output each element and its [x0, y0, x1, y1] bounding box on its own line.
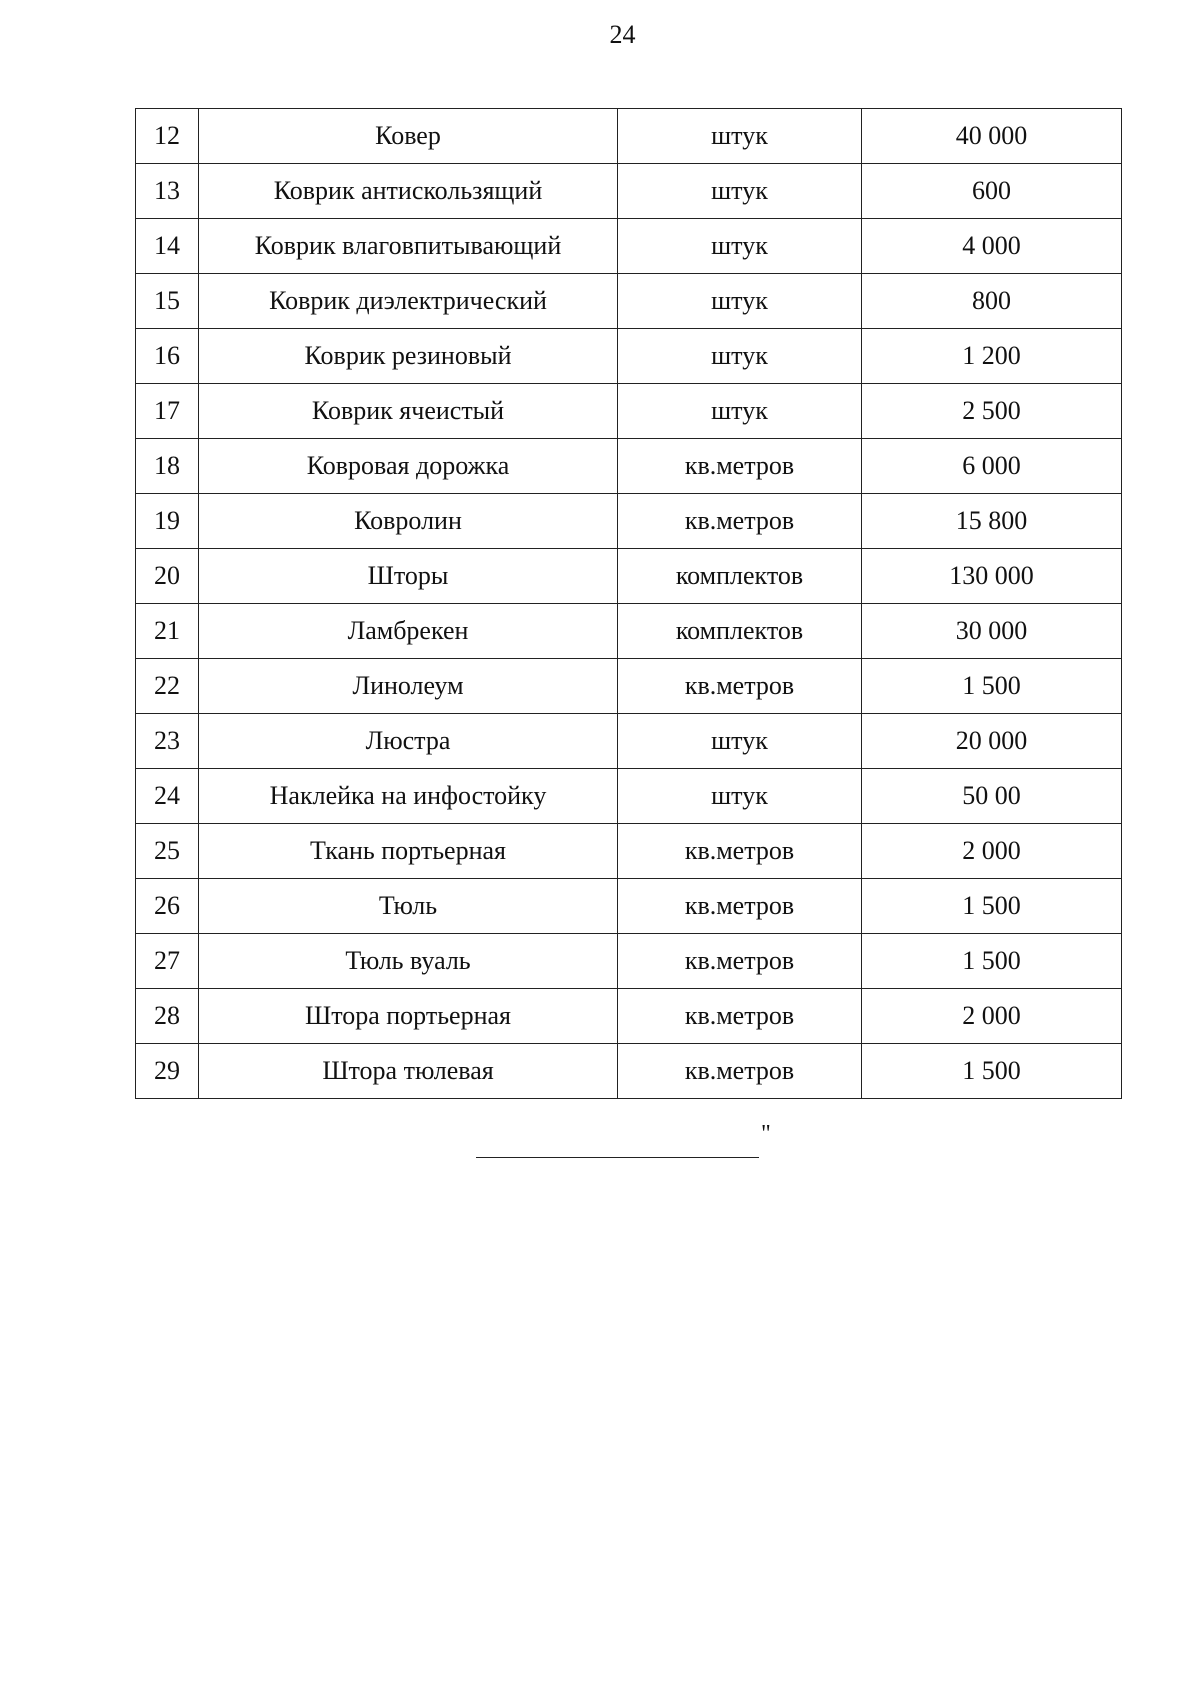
- table-row: [136, 494, 1122, 549]
- item-name-cell: Штора портьерная: [199, 989, 618, 1044]
- item-name-cell: Шторы: [199, 549, 618, 604]
- item-name-cell: Коврик антискользящий: [199, 164, 618, 219]
- quantity-cell: 20 000: [862, 714, 1122, 769]
- item-name-cell: Коврик ячеистый: [199, 384, 618, 439]
- unit-cell: кв.метров: [618, 879, 862, 934]
- item-name-cell: Ковровая дорожка: [199, 439, 618, 494]
- unit-cell: кв.метров: [618, 989, 862, 1044]
- row-number-cell: 25: [136, 824, 199, 879]
- item-name-cell: Коврик диэлектрический: [199, 274, 618, 329]
- row-number-cell: 18: [136, 439, 199, 494]
- item-name-cell: Ковролин: [199, 494, 618, 549]
- quantity-cell: 30 000: [862, 604, 1122, 659]
- table-row: [136, 1044, 1122, 1099]
- page-number: 24: [609, 20, 636, 49]
- table-row: [136, 549, 1122, 604]
- table-row: [136, 659, 1122, 714]
- table-row: [136, 164, 1122, 219]
- quantity-cell: 2 000: [862, 824, 1122, 879]
- closing-quote-mark: ": [761, 1121, 771, 1147]
- unit-cell: штук: [618, 164, 862, 219]
- quantity-cell: 1 500: [862, 1044, 1122, 1099]
- item-name-cell: Наклейка на инфостойку: [199, 769, 618, 824]
- quantity-cell: 2 500: [862, 384, 1122, 439]
- quantity-cell: 2 000: [862, 989, 1122, 1044]
- item-name-cell: Штора тюлевая: [199, 1044, 618, 1099]
- row-number-cell: 12: [136, 109, 199, 164]
- items-table-body: [136, 109, 1122, 1099]
- quantity-cell: 6 000: [862, 439, 1122, 494]
- row-number-cell: 26: [136, 879, 199, 934]
- item-name-cell: Ковер: [199, 109, 618, 164]
- row-number-cell: 23: [136, 714, 199, 769]
- items-table: [135, 108, 1122, 1099]
- quantity-cell: 1 500: [862, 659, 1122, 714]
- table-row: [136, 879, 1122, 934]
- quantity-cell: 15 800: [862, 494, 1122, 549]
- table-row: [136, 934, 1122, 989]
- table-row: [136, 989, 1122, 1044]
- unit-cell: кв.метров: [618, 439, 862, 494]
- unit-cell: штук: [618, 274, 862, 329]
- unit-cell: кв.метров: [618, 934, 862, 989]
- table-row: [136, 274, 1122, 329]
- item-name-cell: Коврик резиновый: [199, 329, 618, 384]
- table-row: [136, 769, 1122, 824]
- quantity-cell: 130 000: [862, 549, 1122, 604]
- item-name-cell: Линолеум: [199, 659, 618, 714]
- unit-cell: комплектов: [618, 604, 862, 659]
- unit-cell: кв.метров: [618, 1044, 862, 1099]
- quantity-cell: 50 00: [862, 769, 1122, 824]
- table-row: [136, 714, 1122, 769]
- closing-line: [476, 1157, 759, 1158]
- row-number-cell: 22: [136, 659, 199, 714]
- row-number-cell: 16: [136, 329, 199, 384]
- row-number-cell: 14: [136, 219, 199, 274]
- quantity-cell: 1 500: [862, 934, 1122, 989]
- row-number-cell: 13: [136, 164, 199, 219]
- item-name-cell: Тюль: [199, 879, 618, 934]
- row-number-cell: 15: [136, 274, 199, 329]
- item-name-cell: Тюль вуаль: [199, 934, 618, 989]
- quantity-cell: 4 000: [862, 219, 1122, 274]
- unit-cell: комплектов: [618, 549, 862, 604]
- item-name-cell: Коврик влаговпитывающий: [199, 219, 618, 274]
- unit-cell: штук: [618, 109, 862, 164]
- quantity-cell: 600: [862, 164, 1122, 219]
- row-number-cell: 29: [136, 1044, 199, 1099]
- table-row: [136, 439, 1122, 494]
- table-row: [136, 329, 1122, 384]
- row-number-cell: 24: [136, 769, 199, 824]
- row-number-cell: 28: [136, 989, 199, 1044]
- unit-cell: штук: [618, 769, 862, 824]
- unit-cell: штук: [618, 329, 862, 384]
- unit-cell: штук: [618, 219, 862, 274]
- row-number-cell: 17: [136, 384, 199, 439]
- table-row: [136, 824, 1122, 879]
- item-name-cell: Ламбрекен: [199, 604, 618, 659]
- item-name-cell: Люстра: [199, 714, 618, 769]
- unit-cell: кв.метров: [618, 659, 862, 714]
- unit-cell: кв.метров: [618, 494, 862, 549]
- quantity-cell: 1 200: [862, 329, 1122, 384]
- quantity-cell: 1 500: [862, 879, 1122, 934]
- row-number-cell: 21: [136, 604, 199, 659]
- unit-cell: штук: [618, 384, 862, 439]
- quantity-cell: 40 000: [862, 109, 1122, 164]
- closing-rule: [476, 1121, 771, 1158]
- table-row: [136, 604, 1122, 659]
- quantity-cell: 800: [862, 274, 1122, 329]
- row-number-cell: 27: [136, 934, 199, 989]
- item-name-cell: Ткань портьерная: [199, 824, 618, 879]
- row-number-cell: 19: [136, 494, 199, 549]
- row-number-cell: 20: [136, 549, 199, 604]
- table-row: [136, 219, 1122, 274]
- unit-cell: кв.метров: [618, 824, 862, 879]
- table-row: [136, 109, 1122, 164]
- table-row: [136, 384, 1122, 439]
- unit-cell: штук: [618, 714, 862, 769]
